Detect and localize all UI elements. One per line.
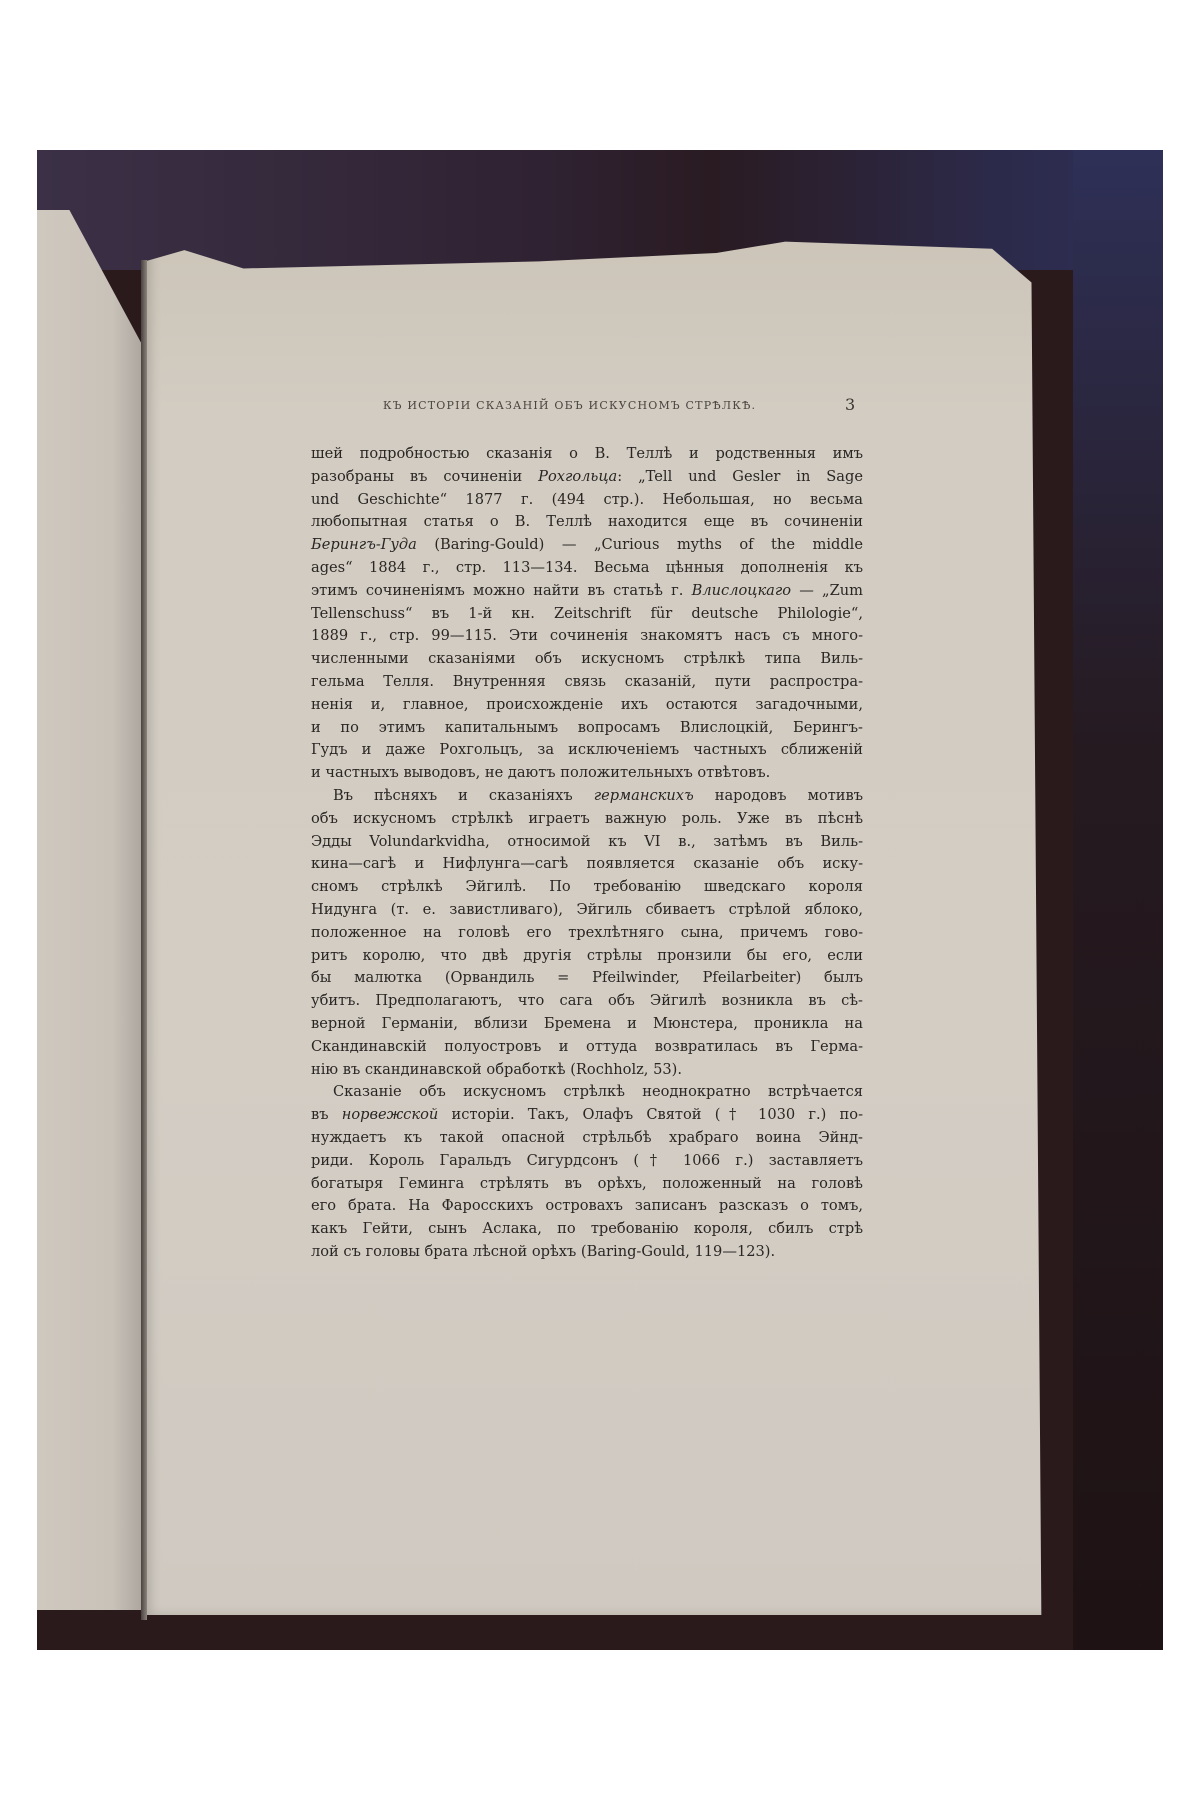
book-spine xyxy=(141,260,147,1620)
page-number: 3 xyxy=(845,395,856,414)
text-run: въ xyxy=(311,1106,342,1124)
text-line: положенное на головѣ его трехлѣтняго сына, причемъ гово- xyxy=(311,923,863,941)
italic-name: Рохгольца xyxy=(538,467,618,485)
text-line: убитъ. Предполагаютъ, что сага объ Эйгилѣ возникла въ сѣ- xyxy=(311,992,863,1010)
text-line: какъ Гейти, сынъ Аслака, по требованію короля, сбилъ стрѣ xyxy=(311,1220,863,1238)
text-line xyxy=(311,785,863,808)
text-run: — „Zum xyxy=(791,581,863,599)
text-run: разобраны въ сочиненіи xyxy=(311,467,539,485)
text-line: объ искусномъ стрѣлкѣ играетъ важную роль. Уже въ пѣснѣ xyxy=(311,809,863,827)
text-line: бы малютка (Орвандиль = Pfeilwinder, Pfeilarbeiter) былъ xyxy=(311,969,863,987)
text-line: и по этимъ капитальнымъ вопросамъ Влислоцкій, Берингъ- xyxy=(311,718,863,736)
text-line: шей подробностью сказанія о В. Теллѣ и родственныя имъ xyxy=(311,445,863,462)
text-line: риди. Король Гаральдъ Сигурдсонъ († 1066 г.) заставляетъ xyxy=(311,1151,863,1169)
text-line: Эдды Volundarkvidha, относимой къ VI в., затѣмъ въ Виль- xyxy=(311,832,863,850)
text-line: Скандинавскій полуостровъ и оттуда возвратилась въ Герма- xyxy=(311,1037,863,1055)
text-line: сномъ стрѣлкѣ Эйгилѣ. По требованію шведскаго короля xyxy=(311,878,863,896)
text-line: Сказаніе объ искусномъ стрѣлкѣ неоднократно встрѣчается xyxy=(333,1083,863,1101)
italic-name: Влислоцкаго xyxy=(691,581,792,599)
text-line: Нидунга (т. е. завистливаго), Эйгиль сбиваетъ стрѣлой яблоко, xyxy=(311,900,863,918)
text-line: гельма Телля. Внутренняя связь сказаній, пути распростра- xyxy=(311,672,863,690)
text-run: Въ пѣсняхъ и сказаніяхъ xyxy=(333,786,594,804)
text-line: любопытная статья о В. Теллѣ находится еще въ сочиненіи xyxy=(311,513,863,531)
text-line: Tellenschuss“ въ 1-й кн. Zeitschrift für deutsche Philologie“, xyxy=(311,604,863,622)
text-line: его брата. На Фаросскихъ островахъ записанъ разсказъ о томъ, xyxy=(311,1197,863,1215)
text-line: кина—сагѣ и Нифлунга—сагѣ появляется сказаніе объ иску- xyxy=(311,855,863,873)
text-line: нію въ скандинавской обработкѣ (Rochholz, 53). xyxy=(311,1060,682,1078)
text-line: лой съ головы брата лѣсной орѣхъ (Baring-Gould, 119—123). xyxy=(311,1242,776,1260)
body-text xyxy=(311,443,863,1264)
text-line: ages“ 1884 г., стр. 113—134. Весьма цѣнныя дополненія къ xyxy=(311,558,863,576)
text-run: этимъ сочиненіямъ можно найти въ статьѣ г. xyxy=(311,581,692,599)
running-head: КЪ ИСТОРІИ СКАЗАНІЙ ОБЪ ИСКУСНОМЪ СТРѢЛКѢ. xyxy=(383,399,757,412)
text-line xyxy=(311,534,863,557)
text-line: богатыря Геминга стрѣлять въ орѣхъ, положенный на головѣ xyxy=(311,1174,863,1192)
text-line: и частныхъ выводовъ, не даютъ положительныхъ отвѣтовъ. xyxy=(311,764,771,782)
text-line: 1889 г., стр. 99—115. Эти сочиненія знакомятъ насъ съ много- xyxy=(311,627,863,645)
italic-name: норвежской xyxy=(341,1106,439,1124)
text-line: верной Германіи, вблизи Бремена и Мюнстера, проникла на xyxy=(311,1014,863,1032)
text-line: Гудъ и даже Рохгольцъ, за исключеніемъ частныхъ сближеній xyxy=(311,741,863,759)
text-line xyxy=(311,580,863,603)
text-run: исторіи. Такъ, Олафъ Святой († 1030 г.) по- xyxy=(438,1106,864,1124)
text-run: народовъ мотивъ xyxy=(693,786,864,804)
left-page xyxy=(37,210,145,1610)
text-line xyxy=(311,1104,863,1127)
text-line xyxy=(311,466,863,489)
text-run: (Baring-Gould) — „Curious myths of the middle xyxy=(416,536,863,554)
text-run: : „Tell und Gesler in Sage xyxy=(617,467,863,485)
italic-name: Берингъ-Гуда xyxy=(311,536,417,554)
text-line: ненія и, главное, происхожденіе ихъ остаются загадочными, xyxy=(311,695,863,713)
text-line: und Geschichte“ 1877 г. (494 стр.). Небольшая, но весьма xyxy=(311,490,863,508)
italic-name: германскихъ xyxy=(593,786,694,804)
text-line: численными сказаніями объ искусномъ стрѣлкѣ типа Виль- xyxy=(311,650,863,668)
text-line: нуждаетъ къ такой опасной стрѣльбѣ храбраго воина Эйнд- xyxy=(311,1128,863,1146)
text-line: ритъ королю, что двѣ другія стрѣлы пронзили бы его, если xyxy=(311,946,863,964)
